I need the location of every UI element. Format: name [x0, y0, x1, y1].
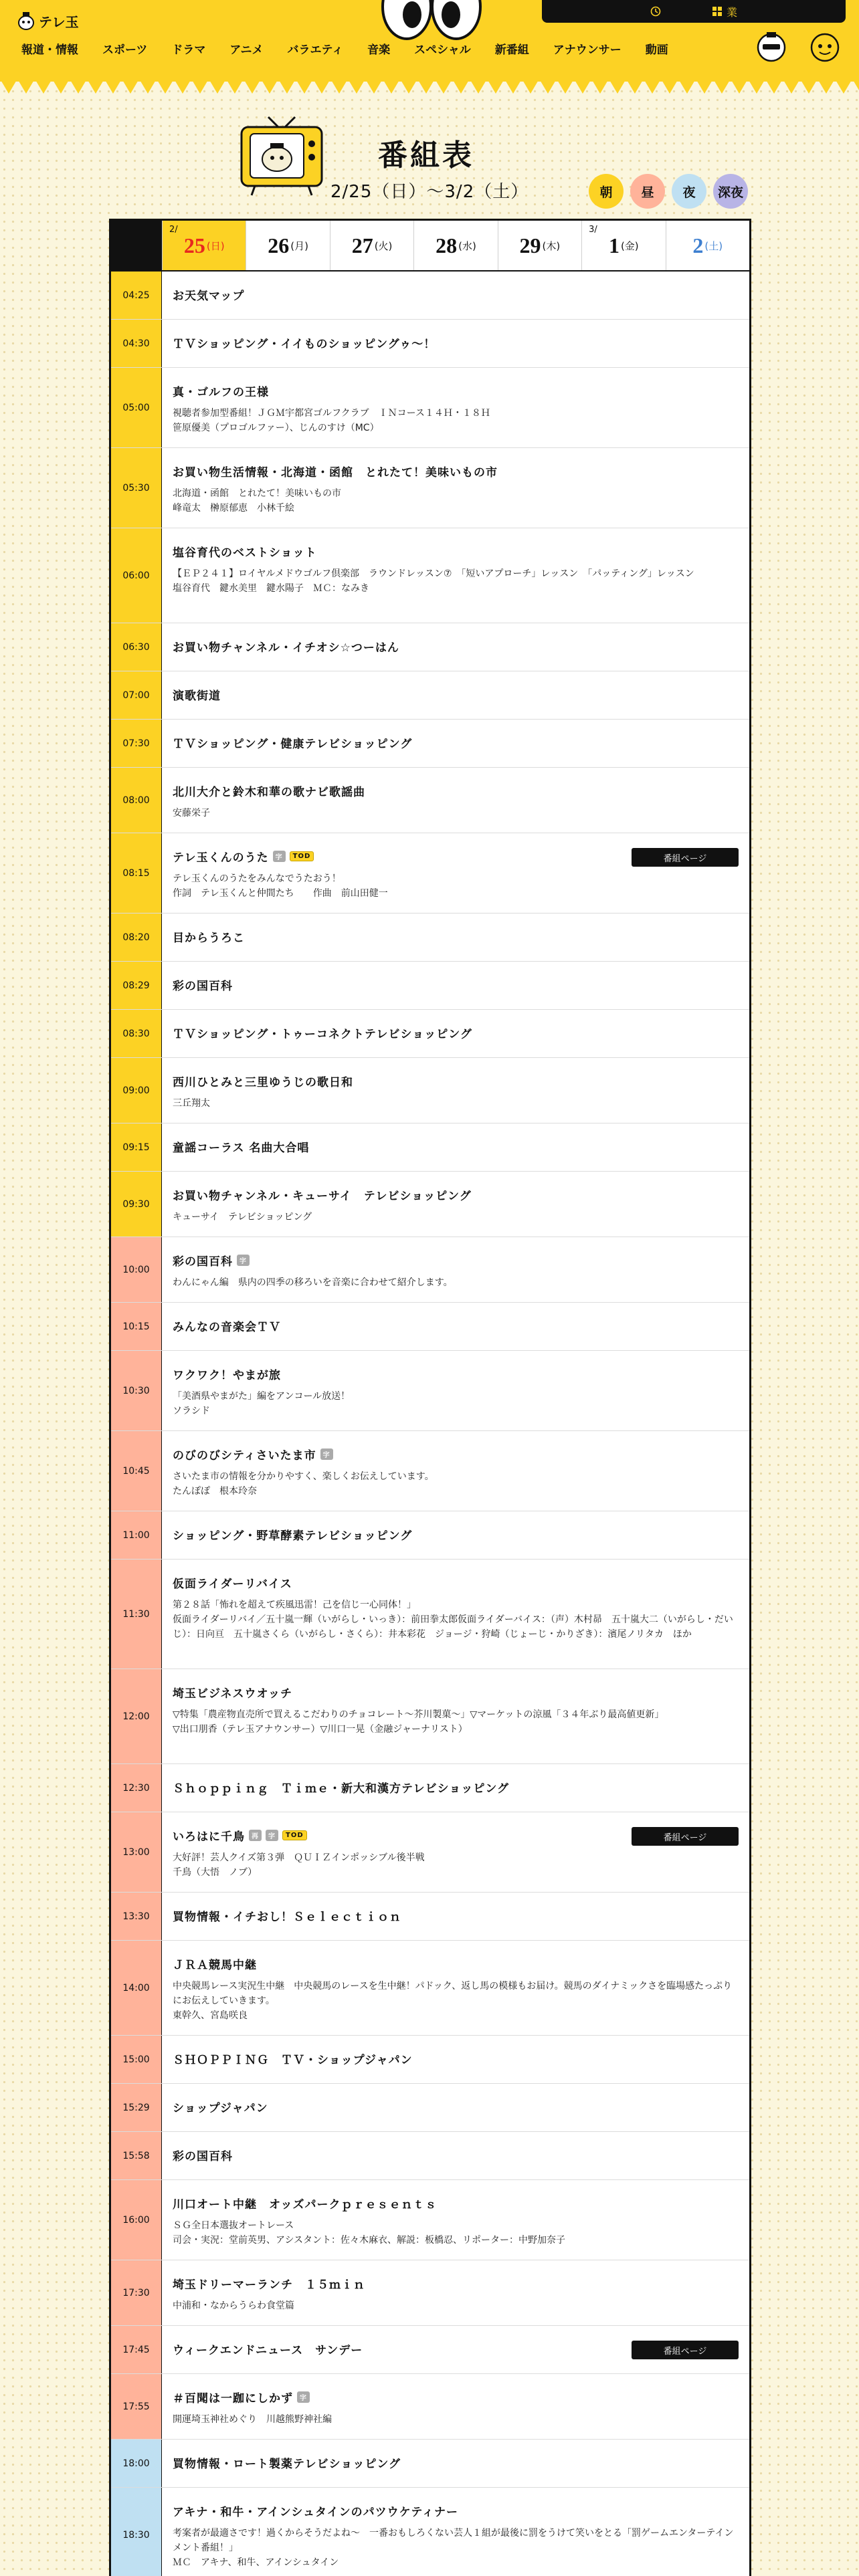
day-number: 2	[692, 233, 704, 257]
program-title-row[interactable]	[173, 383, 739, 399]
main-nav	[19, 40, 680, 57]
program-row	[111, 1669, 749, 1764]
program-title[interactable]: 仮面ライダーリバイス	[173, 1578, 292, 1591]
program-description-line: ＭＣ アキナ、和牛、アインシュタイン	[173, 2557, 339, 2568]
program-time: 11:00	[111, 1511, 162, 1559]
program-description	[173, 1389, 739, 1418]
nav-item-6[interactable]: スペシャル	[414, 43, 471, 57]
time-button-1[interactable]: 昼	[630, 174, 665, 209]
program-time: 13:00	[111, 1812, 162, 1892]
program-row	[111, 962, 749, 1010]
tv-mascot-icon	[238, 114, 325, 197]
nav-item-2[interactable]: ドラマ	[171, 43, 206, 57]
program-time: 16:00	[111, 2180, 162, 2260]
program-title-row[interactable]	[173, 1779, 739, 1796]
program-description	[173, 486, 739, 516]
program-title-row[interactable]	[173, 1317, 739, 1334]
program-title[interactable]: 童謡コーラス 名曲大合唱	[173, 1142, 310, 1155]
day-weekday: (土)	[704, 239, 723, 252]
program-title-row[interactable]	[173, 334, 739, 351]
program-row	[111, 1123, 749, 1172]
program-description	[173, 1469, 739, 1499]
program-time: 12:30	[111, 1764, 162, 1812]
program-page-button[interactable]: 番組ページ	[632, 1827, 739, 1846]
program-badge: 字	[237, 1255, 250, 1266]
program-description	[173, 1979, 739, 2023]
program-cell[interactable]	[162, 768, 749, 833]
program-cell[interactable]	[162, 272, 749, 319]
program-row	[111, 833, 749, 914]
program-description-line: 中央競馬レース実況生中継 中央競馬のレースを生中継！パドック、返し馬の模様もお届け。競馬のダイナミックさを臨場感たっぷりにお伝えしていきます。	[173, 1981, 733, 2006]
program-title[interactable]: お天気マップ	[173, 290, 245, 303]
program-title[interactable]: 買物情報・イチおし！Ｓｅｌｅｃｔｉｏｎ	[173, 1911, 401, 1924]
program-description-line: 【ＥＰ２４１】ロイヤルメドウゴルフ倶楽部 ラウンドレッスン⑦ 「短いアプローチ」レッスン 「パッティング」レッスン	[173, 568, 694, 579]
program-time: 10:45	[111, 1431, 162, 1511]
program-description-line: 千鳥（大悟 ノブ）	[173, 1867, 258, 1878]
program-row	[111, 1893, 749, 1941]
program-description-line: 安藤栄子	[173, 808, 210, 819]
program-title-row[interactable]	[173, 1252, 739, 1269]
program-cell[interactable]	[162, 448, 749, 528]
program-description	[173, 2218, 739, 2248]
program-row	[111, 1812, 749, 1893]
program-description	[173, 1275, 739, 1290]
program-time: 05:30	[111, 448, 162, 528]
program-cell[interactable]	[162, 1893, 749, 1940]
program-description	[173, 1210, 739, 1224]
program-row	[111, 1431, 749, 1511]
nav-item-7[interactable]: 新番組	[494, 43, 529, 57]
program-badge: 字	[320, 1448, 333, 1460]
program-cell[interactable]	[162, 720, 749, 767]
program-title[interactable]: テレ玉くんのうた	[173, 851, 269, 865]
day-number: 26	[268, 233, 290, 257]
day-tab-3[interactable]	[413, 221, 497, 270]
program-description-line: テレ玉くんのうたをみんなでうたおう！	[173, 873, 341, 884]
program-time: 09:15	[111, 1123, 162, 1171]
program-description-line: ＳＧ全日本選抜オートレース	[173, 2220, 294, 2231]
program-row	[111, 2084, 749, 2132]
program-cell[interactable]	[162, 623, 749, 671]
program-time: 07:30	[111, 720, 162, 767]
program-description-line: 「美酒県やまがた」編をアンコール放送！	[173, 1391, 351, 1402]
day-number: 27	[351, 233, 373, 257]
program-title[interactable]: ショッピング・野草酵素テレビショッピング	[173, 1529, 413, 1543]
program-time: 05:00	[111, 368, 162, 447]
program-title-row[interactable]	[173, 2389, 739, 2405]
day-month: 3/	[589, 225, 597, 235]
nav-item-8[interactable]: アナウンサー	[553, 43, 622, 57]
program-cell[interactable]	[162, 962, 749, 1009]
program-description-line: 考案者が最適さです！過くからそうだよね〜 一番おもしろくない芸人１組が最後に罰をうけて笑いをとる「罰ゲームエンターテインメント番組！」	[173, 2528, 734, 2553]
day-header-row	[111, 221, 749, 272]
program-title[interactable]: アキナ・和牛・アインシュタインのパツウケティナー	[173, 2506, 458, 2519]
program-title[interactable]: 塩谷育代のベストショット	[173, 546, 317, 560]
program-row	[111, 623, 749, 671]
program-title[interactable]: 目からうろこ	[173, 932, 245, 945]
program-description	[173, 1707, 739, 1737]
program-time: 13:30	[111, 1893, 162, 1940]
nav-item-3[interactable]: アニメ	[229, 43, 264, 57]
program-cell[interactable]	[162, 1010, 749, 1057]
program-cell[interactable]	[162, 2260, 749, 2325]
program-grid	[109, 219, 751, 2576]
program-description-line: 司会・実況：堂前英男、アシスタント：佐々木麻衣、解説：板橋忍、リポーター：中野加奈子	[173, 2235, 566, 2246]
nav-item-0[interactable]: 報道・情報	[21, 43, 78, 57]
day-weekday: (火)	[374, 239, 393, 252]
program-title-row[interactable]	[173, 1574, 739, 1591]
time-button-2[interactable]: 夜	[672, 174, 706, 209]
program-description-line: 峰竜太 榊原郁恵 小林千絵	[173, 503, 294, 514]
program-row	[111, 671, 749, 720]
program-title-row[interactable]	[173, 2275, 739, 2292]
program-list	[111, 272, 749, 2576]
program-description-line: ソラシド	[173, 1406, 210, 1416]
program-row	[111, 2488, 749, 2576]
program-cell[interactable]	[162, 2132, 749, 2179]
day-tab-6[interactable]	[666, 221, 749, 270]
program-cell[interactable]	[162, 320, 749, 367]
program-row	[111, 720, 749, 768]
program-description	[173, 871, 739, 901]
program-title[interactable]: お買い物生活情報・北海道・函館 とれたて！美味いもの市	[173, 466, 498, 479]
menu-link[interactable]: 業	[712, 4, 737, 19]
program-title-row[interactable]	[173, 1138, 739, 1155]
program-time: 07:00	[111, 671, 162, 719]
program-title[interactable]: 埼玉ドリーマーランチ １５ｍｉｎ	[173, 2278, 365, 2292]
program-time: 08:00	[111, 768, 162, 833]
program-title-row[interactable]	[173, 686, 739, 703]
program-title-row[interactable]	[173, 463, 739, 479]
program-cell[interactable]	[162, 1351, 749, 1430]
program-time: 04:30	[111, 320, 162, 367]
program-row	[111, 1058, 749, 1123]
program-row	[111, 368, 749, 448]
program-row	[111, 2326, 749, 2374]
program-cell[interactable]	[162, 1058, 749, 1123]
program-time: 10:15	[111, 1303, 162, 1350]
program-cell[interactable]	[162, 1237, 749, 1302]
nav-item-9[interactable]: 動画	[645, 43, 668, 57]
program-row	[111, 914, 749, 962]
program-time: 10:00	[111, 1237, 162, 1302]
day-month: 2/	[169, 225, 178, 235]
program-title-row[interactable]	[173, 1025, 739, 1041]
page-heading	[107, 107, 753, 214]
program-cell[interactable]	[162, 2326, 749, 2373]
day-number: 1	[608, 233, 619, 257]
day-tab-5[interactable]	[581, 221, 665, 270]
program-description-line: 北海道・函館 とれたて！美味いもの市	[173, 488, 341, 499]
program-title-row[interactable]	[173, 1366, 739, 1382]
day-number: 29	[519, 233, 541, 257]
day-weekday: (月)	[290, 239, 308, 252]
logo-text: テレ玉	[39, 13, 79, 30]
program-title-row[interactable]	[173, 2099, 739, 2115]
program-time: 08:30	[111, 1010, 162, 1057]
program-row	[111, 2132, 749, 2180]
program-title-row[interactable]	[173, 543, 739, 560]
program-title[interactable]: 西川ひとみと三里ゆうじの歌日和	[173, 1076, 353, 1089]
program-time: 11:30	[111, 1560, 162, 1669]
program-time: 12:00	[111, 1669, 162, 1763]
program-title-row[interactable]	[173, 2147, 739, 2163]
clock-icon	[650, 6, 661, 17]
program-cell[interactable]	[162, 2488, 749, 2576]
program-cell[interactable]	[162, 1431, 749, 1511]
program-title[interactable]: 彩の国百科	[173, 980, 233, 993]
program-cell[interactable]	[162, 2374, 749, 2439]
program-badge: 字	[266, 1830, 278, 1841]
program-row	[111, 1172, 749, 1237]
program-row	[111, 1237, 749, 1303]
program-title[interactable]: お買い物チャンネル・キューサイ テレビショッピング	[173, 1190, 472, 1203]
program-description-line: 視聴者参加型番組！ＪＧＭ宇都宮ゴルフクラブ ＩＮコース１４Ｈ・１８Ｈ	[173, 408, 490, 419]
program-time: 15:58	[111, 2132, 162, 2179]
program-title-row[interactable]	[173, 1907, 739, 1924]
program-description-line: わんにゃん編 県内の四季の移ろいを音楽に合わせて紹介します。	[173, 1277, 453, 1288]
program-title[interactable]: いろはに千鳥	[173, 1830, 245, 1844]
program-title[interactable]: ショップジャパン	[173, 2102, 268, 2115]
program-title[interactable]: お買い物チャンネル・イチオシ☆つーはん	[173, 641, 399, 655]
program-cell[interactable]	[162, 1303, 749, 1350]
program-description-line: 塩谷育代 鍵水美里 鍵水陽子 ＭＣ：なみき	[173, 583, 369, 594]
program-description-line: さいたま市の情報を分かりやすく、楽しくお伝えしています。	[173, 1471, 434, 1482]
program-title-row[interactable]	[173, 734, 739, 751]
program-row	[111, 1303, 749, 1351]
program-row	[111, 448, 749, 528]
program-cell[interactable]	[162, 1123, 749, 1171]
program-row	[111, 2036, 749, 2084]
program-title[interactable]: のびのびシティさいたま市	[173, 1449, 316, 1463]
program-title[interactable]: ＴＶショッピング・イイものショッピングゥ〜！	[173, 338, 436, 351]
program-title-row[interactable]	[173, 1684, 739, 1701]
program-cell[interactable]	[162, 1941, 749, 2035]
nav-item-4[interactable]: バラエティ	[287, 43, 344, 57]
program-description	[173, 566, 739, 596]
program-title-row[interactable]	[173, 2195, 739, 2212]
program-cell[interactable]	[162, 914, 749, 961]
program-cell[interactable]	[162, 1172, 749, 1237]
logo-mascot-icon	[17, 11, 35, 31]
program-row	[111, 320, 749, 368]
program-badge: 字	[273, 851, 286, 862]
program-row	[111, 1560, 749, 1669]
program-title[interactable]: ワクワク！やまが旅	[173, 1369, 281, 1382]
program-cell[interactable]	[162, 2440, 749, 2487]
date-range: 2/25（日）〜3/2（土）	[330, 182, 529, 202]
program-row	[111, 1511, 749, 1560]
program-title-row[interactable]	[173, 2454, 739, 2471]
page-title: 番組表	[378, 138, 474, 173]
day-tab-0[interactable]	[162, 221, 246, 270]
program-description	[173, 2526, 739, 2570]
program-title-row[interactable]	[173, 928, 739, 945]
program-title[interactable]: ＃百聞は一跏にしかず	[173, 2392, 293, 2405]
program-row	[111, 272, 749, 320]
day-weekday: (木)	[542, 239, 561, 252]
program-cell[interactable]	[162, 368, 749, 447]
program-row	[111, 1351, 749, 1431]
program-description-line: 中浦和・なからうらわ食堂篇	[173, 2300, 294, 2311]
program-row	[111, 528, 749, 623]
day-weekday: (日)	[206, 239, 225, 252]
program-description-line: キューサイ テレビショッピング	[173, 1212, 312, 1222]
program-cell[interactable]	[162, 1764, 749, 1812]
program-title[interactable]: ウィークエンドニュース サンデー	[173, 2344, 363, 2357]
search-mascot-icon[interactable]	[755, 29, 788, 63]
program-description	[173, 1850, 739, 1880]
program-time: 09:00	[111, 1058, 162, 1123]
timetable-link[interactable]	[650, 6, 665, 17]
program-title[interactable]: 川口オート中継 オッズパークｐｒｅｓｅｎｔｓ	[173, 2198, 438, 2212]
program-description-line: ▽特集「農産物直売所で買えるこだわりのチョコレート〜芥川製菓〜」▽マーケットの涼風「３４年ぶり最高値更新」	[173, 1709, 664, 1720]
program-time: 15:00	[111, 2036, 162, 2083]
program-title[interactable]: Ｓｈｏｐｐｉｎｇ Ｔｉｍｅ・新大和漢方テレビショッピング	[173, 1782, 509, 1796]
program-description-line: 仮面ライダーリバイ／五十嵐一輝（いがらし・いっき）：前田拳太郎仮面ライダーバイス：（声）木村昴 五十嵐大二（いがらし・だいじ）：日向亘 五十嵐さくら（いがらし・さくら）：井本彩花 ジョージ・狩崎（じょーじ・かりざき）：濱尾ノリタカ ほか	[173, 1614, 733, 1640]
day-number: 25	[183, 233, 205, 257]
program-time: 18:30	[111, 2488, 162, 2576]
program-row	[111, 2440, 749, 2488]
program-time: 08:15	[111, 833, 162, 913]
program-description	[173, 806, 739, 821]
program-time: 09:30	[111, 1172, 162, 1237]
program-description-line: 大好評！芸人クイズ第３弾 ＱＵＩＺインポッシブル後半戦	[173, 1852, 425, 1863]
program-description-line: ▽出口朋香（テレ玉アナウンサー）▽川口一晃（金融ジャーナリスト）	[173, 1724, 468, 1735]
program-time: 14:00	[111, 1941, 162, 2035]
mascot-eyes-icon	[381, 0, 482, 41]
program-title-row[interactable]	[173, 2050, 739, 2067]
grid-corner	[111, 221, 162, 270]
program-cell[interactable]	[162, 671, 749, 719]
day-tab-1[interactable]	[246, 221, 329, 270]
program-title-row[interactable]	[173, 1526, 739, 1543]
program-badge: 字	[297, 2391, 310, 2403]
program-title[interactable]: 北川大介と鈴木和華の歌ナビ歌謡曲	[173, 786, 365, 799]
program-title-row[interactable]	[173, 976, 739, 993]
program-title-row[interactable]	[173, 1186, 739, 1203]
nav-item-5[interactable]: 音楽	[367, 43, 391, 57]
program-cell[interactable]	[162, 2084, 749, 2131]
program-title-row[interactable]	[173, 1073, 739, 1089]
program-cell[interactable]	[162, 2180, 749, 2260]
program-description	[173, 1096, 739, 1111]
program-title[interactable]: ＴＶショッピング・トゥーコネクトテレビショッピング	[173, 1028, 472, 1041]
program-title[interactable]: 演歌街道	[173, 689, 221, 703]
program-title-row[interactable]	[173, 286, 739, 303]
program-badge: TOD	[290, 851, 314, 861]
program-cell[interactable]	[162, 1669, 749, 1763]
program-time: 15:29	[111, 2084, 162, 2131]
program-description	[173, 2298, 739, 2313]
program-time: 06:00	[111, 528, 162, 623]
program-description-line: 開運埼玉神社めぐり 川越熊野神社編	[173, 2414, 332, 2425]
app-mascot-icon[interactable]	[808, 29, 842, 63]
program-title-row[interactable]	[173, 2502, 739, 2519]
program-row	[111, 1010, 749, 1058]
program-title[interactable]: 彩の国百科	[173, 1255, 233, 1269]
program-row	[111, 2374, 749, 2440]
program-time: 17:45	[111, 2326, 162, 2373]
program-title-row[interactable]	[173, 1446, 739, 1463]
program-time: 17:30	[111, 2260, 162, 2325]
header-zigzag	[0, 79, 859, 99]
program-row	[111, 2260, 749, 2326]
program-cell[interactable]	[162, 1812, 749, 1892]
program-description-line: 東幹久、宮島咲良	[173, 2010, 248, 2021]
site-logo[interactable]	[17, 11, 79, 31]
program-badge: 再	[249, 1830, 262, 1841]
program-title[interactable]: ＪＲＡ競馬中継	[173, 1959, 257, 1972]
program-title[interactable]: 真・ゴルフの王様	[173, 386, 269, 399]
program-cell[interactable]	[162, 528, 749, 623]
program-description	[173, 2412, 739, 2427]
program-time: 10:30	[111, 1351, 162, 1430]
program-row	[111, 1941, 749, 2036]
program-title-row[interactable]	[173, 1955, 739, 1972]
program-time: 08:29	[111, 962, 162, 1009]
program-title-row[interactable]	[173, 782, 739, 799]
program-description-line: 三丘翔太	[173, 1098, 210, 1109]
program-row	[111, 1764, 749, 1812]
program-title[interactable]: ＴＶショッピング・健康テレビショッピング	[173, 738, 413, 751]
program-cell[interactable]	[162, 1560, 749, 1669]
utility-bar	[542, 0, 846, 23]
program-title[interactable]: みんなの音楽会ＴＶ	[173, 1321, 281, 1334]
program-title[interactable]: 埼玉ビジネスウオッチ	[173, 1687, 292, 1701]
nav-item-1[interactable]: スポーツ	[102, 43, 148, 57]
day-number: 28	[436, 233, 458, 257]
program-cell[interactable]	[162, 1511, 749, 1559]
program-time: 17:55	[111, 2374, 162, 2439]
time-period-selector	[589, 174, 748, 209]
program-time: 04:25	[111, 272, 162, 319]
grid-icon	[712, 6, 723, 17]
program-title[interactable]: 買物情報・ロート製薬テレビショッピング	[173, 2458, 401, 2471]
program-cell[interactable]	[162, 2036, 749, 2083]
day-weekday: (金)	[620, 239, 639, 252]
day-tab-2[interactable]	[330, 221, 413, 270]
program-title-row[interactable]	[173, 638, 739, 655]
program-page-button[interactable]: 番組ページ	[632, 2341, 739, 2359]
program-description	[173, 406, 739, 435]
program-time: 08:20	[111, 914, 162, 961]
time-button-0[interactable]: 朝	[589, 174, 624, 209]
program-description-line: たんぽぽ 根本玲奈	[173, 1486, 257, 1497]
program-page-button[interactable]: 番組ページ	[632, 848, 739, 867]
program-badge: TOD	[282, 1830, 307, 1840]
program-time: 18:00	[111, 2440, 162, 2487]
program-row	[111, 768, 749, 833]
program-description	[173, 1598, 739, 1642]
program-description-line: 第２８話「怖れを超えて疾風迅雷！己を信じ一心同体！」	[173, 1600, 416, 1610]
day-weekday: (水)	[458, 239, 476, 252]
program-description-line: 笹原優美（プロゴルファー）、じんのすけ（MC）	[173, 423, 379, 433]
time-button-3[interactable]: 深夜	[713, 174, 748, 209]
program-row	[111, 2180, 749, 2260]
program-cell[interactable]	[162, 833, 749, 913]
program-title[interactable]: 彩の国百科	[173, 2150, 233, 2163]
program-time: 06:30	[111, 623, 162, 671]
program-title[interactable]: ＳＨＯＰＰＩＮＧ ＴＶ・ショップジャパン	[173, 2054, 413, 2067]
day-tab-4[interactable]	[498, 221, 581, 270]
program-description-line: 作詞 テレ玉くんと仲間たち 作曲 前山田健一	[173, 888, 388, 899]
